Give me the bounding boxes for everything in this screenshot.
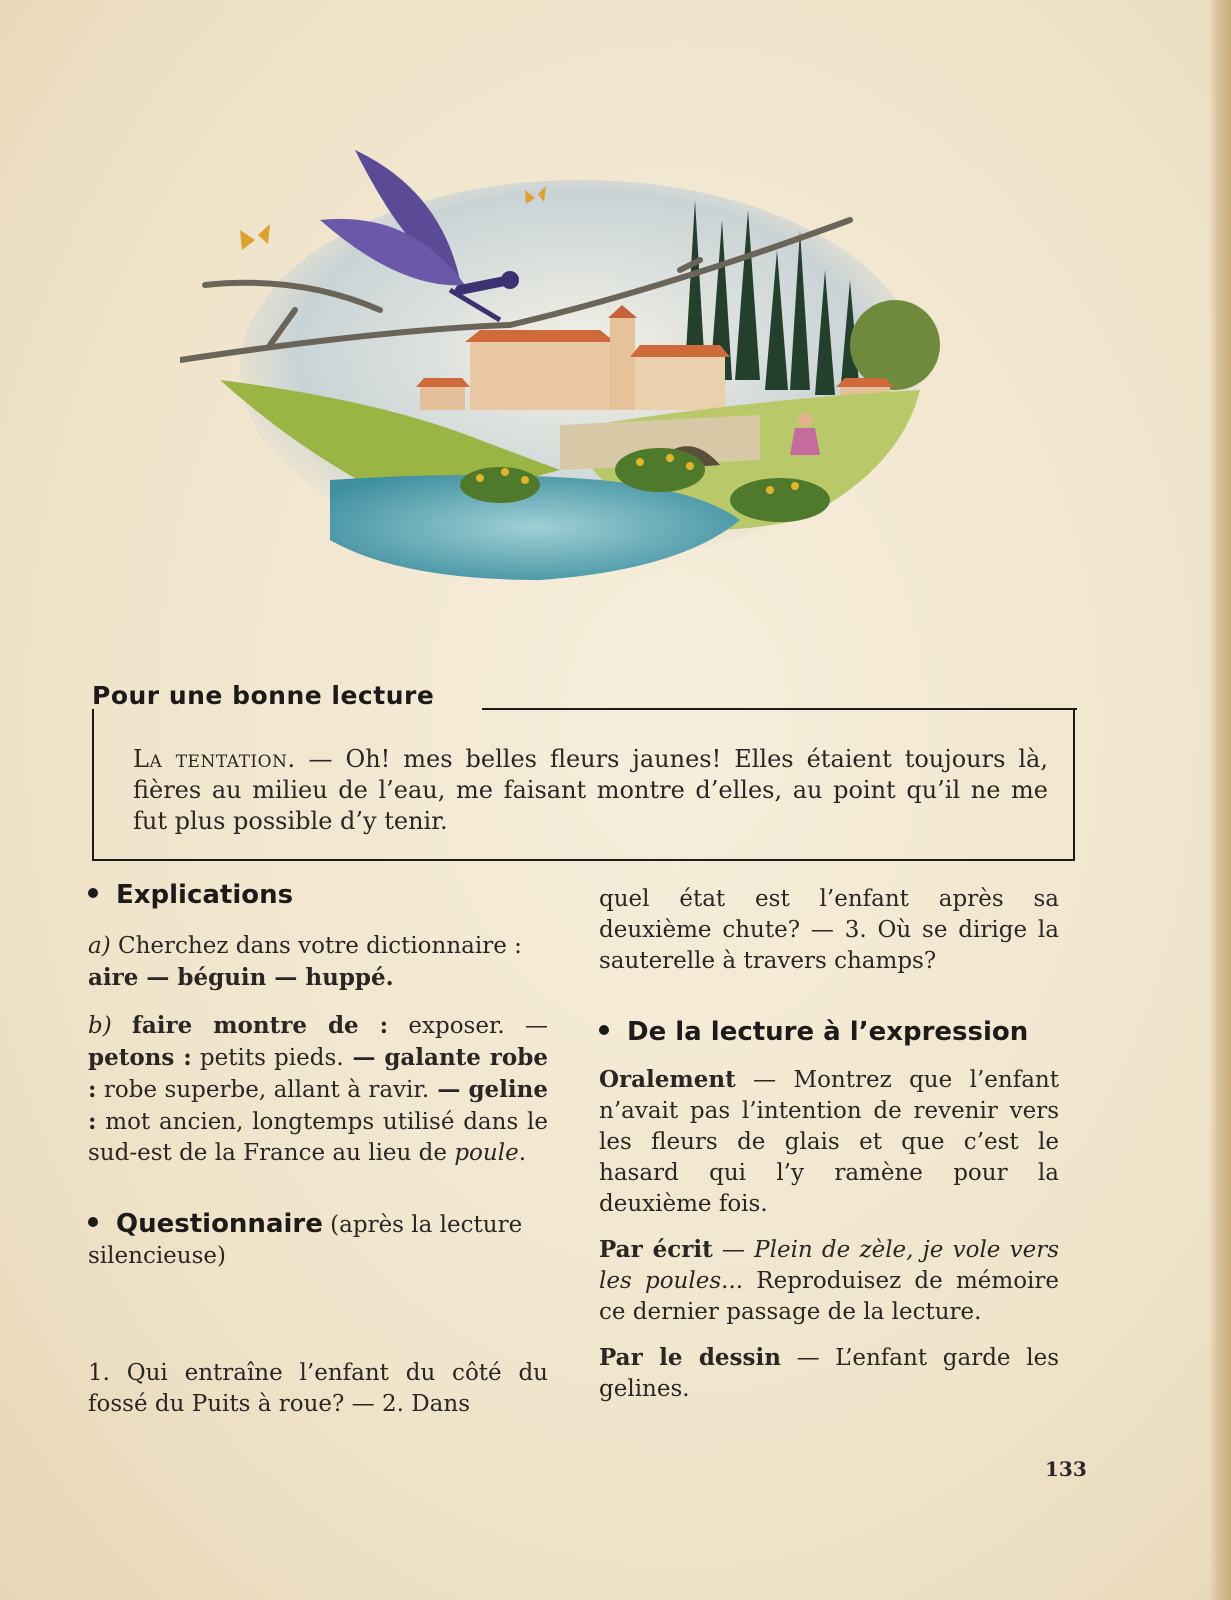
questionnaire-heading: Questionnaire (après la lecture silencieuse) — [88, 1209, 523, 1269]
explications-b: b) faire montre de : exposer. — petons : petits pieds. — galante robe : robe superbe, allant à ravir. — geline : mot ancien, longtemps utilisé dans le sud-est de la France au lieu de poule. — [88, 1012, 548, 1166]
bush — [850, 300, 940, 390]
expression-heading: De la lecture à l’expression — [599, 1017, 1059, 1048]
reading-body: — Oh! mes belles fleurs jaunes! Elles étaient toujours là, fières au milieu de l’eau, me faisant montre d’elles, au point qu’il ne me fut plus possible d’y tenir. — [133, 745, 1048, 835]
reading-label: La tentation. — [133, 745, 296, 773]
bullet-icon — [88, 1217, 98, 1227]
expression-oral: Oralement — Montrez que l’enfant n’avait pas l’intention de revenir vers les fleurs de glais et que c’est le hasard qui l’y ramène pour la deuxième fois. — [599, 1066, 1059, 1217]
landscape-illustration — [180, 140, 940, 600]
page-edge — [1209, 0, 1231, 1600]
page-number: 133 — [1045, 1457, 1087, 1481]
right-column — [599, 884, 1059, 1405]
questionnaire-text-part2: quel état est l’enfant après sa deuxième chute? — 3. Où se dirige la sauterelle à travers champs? — [599, 886, 1059, 974]
reading-text — [133, 744, 1048, 837]
bullet-icon — [599, 1025, 609, 1035]
explications-heading: Explications — [88, 880, 548, 911]
box-title: Pour une bonne lecture — [92, 681, 435, 710]
expression-ecrit: Par écrit — Plein de zèle, je vole vers les poules... Reproduisez de mémoire ce dernier passage de la lecture. — [599, 1236, 1060, 1325]
left-column — [88, 880, 548, 1290]
expression-dessin: Par le dessin — L’enfant garde les gelines. — [599, 1344, 1059, 1402]
explications-a: a) Cherchez dans votre dictionnaire : aire — béguin — huppé. — [88, 933, 522, 991]
bullet-icon — [88, 888, 98, 898]
questionnaire-text-part1: 1. Qui entraîne l’enfant du côté du fossé du Puits à roue? — 2. Dans — [88, 1360, 548, 1417]
